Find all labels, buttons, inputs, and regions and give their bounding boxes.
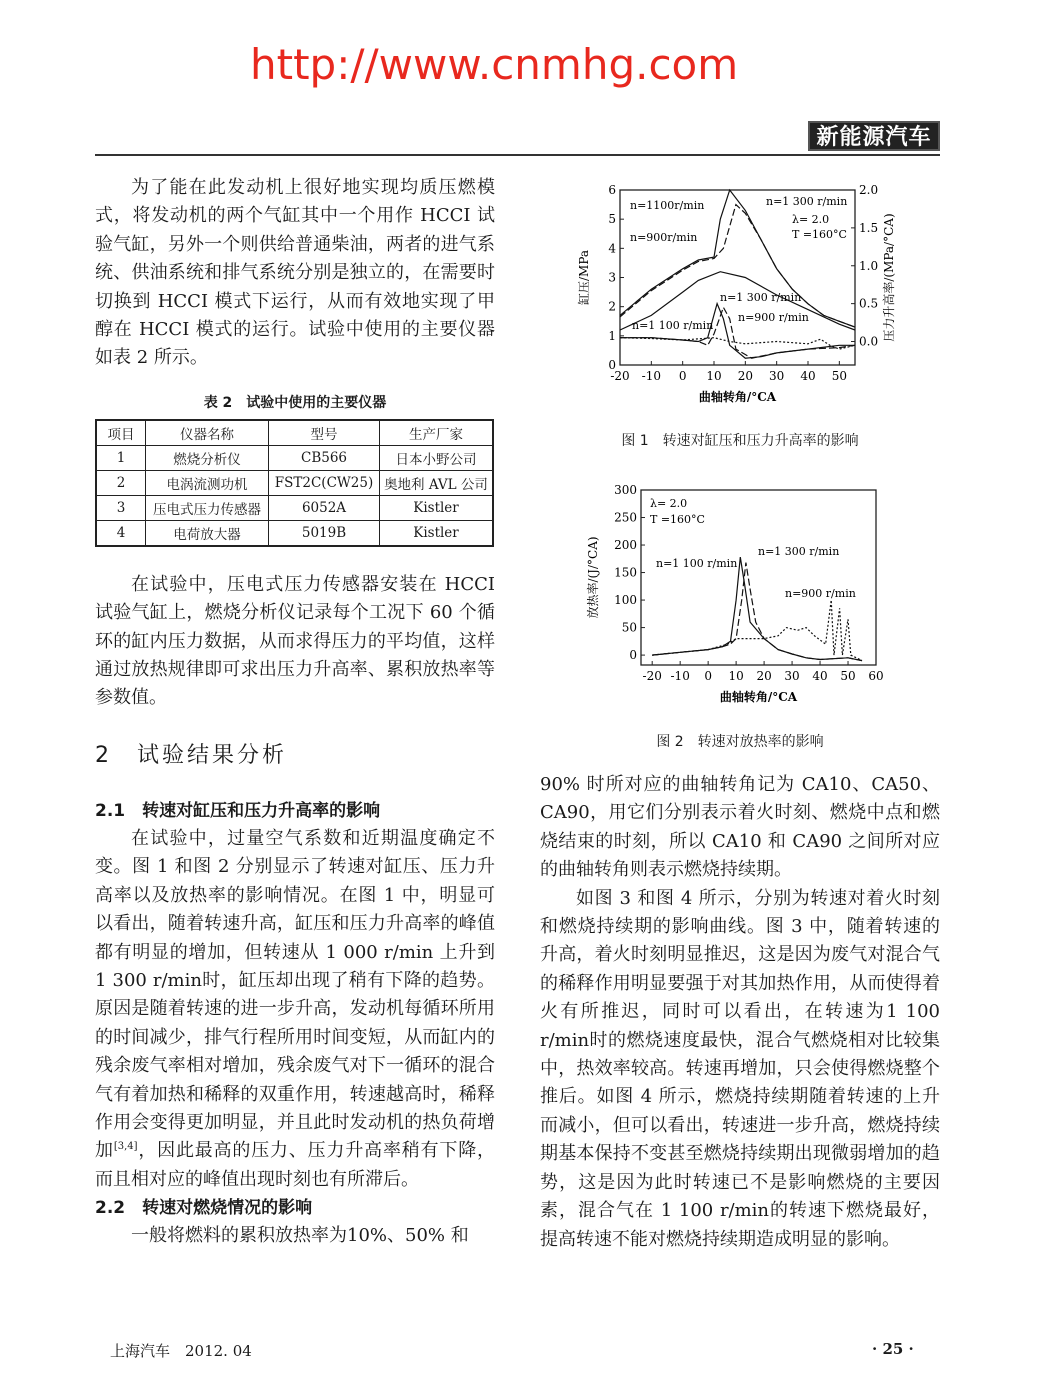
- y-tick-label: 0: [629, 648, 637, 663]
- y-tick-label: 100: [614, 593, 637, 608]
- header-cell: 型号: [269, 420, 380, 446]
- paragraph-speed-effect: [95, 825, 495, 1194]
- table-cell: 4: [96, 520, 146, 546]
- chart-annotation: λ= 2.0: [650, 497, 688, 510]
- table-cell: 日本小野公司: [380, 445, 494, 470]
- paragraph-ignition-duration: 如图 3 和图 4 所示，分别为转速对着火时刻和燃烧持续期的影响曲线。图 3 中，随着转速的升高，着火时刻明显推迟，这是因为废气对混合气的稀释作用明显要强于对其加热作用，从而使得着火有所推迟，同时可以看出，在转速为1 100 r/min时的燃烧速度最快，混合气燃烧相对比较集中，热效率较高。转速再增加，只会使得燃烧整个推后。如图 4 所示，燃烧持续期随着转速的上升而减小，但可以看出，转速进一步升高，燃烧持续期基本保持不变甚至燃烧持续期出现微弱增加的趋势，这是因为此时转速已不是影响燃烧的主要因素，混合气在 1 100 r/min的转速下燃烧最好，提高转速不能对燃烧持续期造成明显的影响。: [540, 887, 940, 1250]
- x-tick-label: 10: [706, 369, 722, 383]
- series-line-1: [652, 563, 862, 661]
- y-tick-label: 6: [608, 183, 616, 197]
- chart-annotation: n=1 300 r/min: [758, 545, 840, 558]
- page-number: · 25 ·: [872, 1340, 914, 1358]
- table-row: [96, 445, 493, 470]
- figure-2-chart: [580, 475, 900, 715]
- section-heading-2: 2 试验结果分析: [95, 742, 287, 768]
- section-heading-2-2: 2.2 转速对燃烧情况的影响: [95, 1198, 313, 1219]
- y-axis-label: 缸压/MPa: [577, 249, 591, 306]
- journal-section-logo: 新能源汽车: [808, 121, 940, 151]
- paragraph-text: ，因此最高的压力、压力升高率稍有下降，而且相对应的峰值出现时刻也有所滞后。: [95, 1140, 496, 1190]
- table-row: [96, 495, 493, 520]
- y-tick-label: 5: [608, 212, 616, 227]
- x-tick-label: -20: [610, 369, 630, 383]
- paragraph-combustion: 一般将燃料的累积放热率为10%、50% 和: [131, 1225, 469, 1247]
- paragraph-ca-definition: 90% 时所对应的曲轴转角记为 CA10、CA50、CA90，用它们分别表示着火时刻、燃烧中点和燃烧结束的时刻，所以 CA10 和 CA90 之间所对应的曲轴转角则表示燃烧持续期。: [540, 774, 940, 881]
- y-tick-label: 200: [614, 538, 637, 553]
- y2-tick-label: 0.5: [859, 296, 879, 311]
- citation: [3,4]: [113, 1141, 138, 1153]
- x-tick-label: 30: [784, 669, 800, 683]
- y2-tick-label: 1.5: [859, 220, 879, 235]
- x-axis-label: 曲轴转角/°CA: [698, 390, 777, 404]
- y-tick-label: 4: [608, 241, 616, 256]
- instrument-table: [95, 419, 494, 547]
- x-tick-label: -10: [641, 369, 661, 383]
- x-tick-label: 0: [704, 669, 712, 683]
- table-cell: 奥地利 AVL 公司: [380, 470, 494, 495]
- x-tick-label: 20: [756, 669, 772, 683]
- paragraph-intro: 为了能在此发动机上很好地实现均质压燃模式，将发动机的两个气缸其中一个用作 HCCI 试验气缸，另外一个则供给普通柴油，两者的进气系统、供油系统和排气系统分别是独立的，在需要时切换到 HCCI 模式下运行，从而有效地实现了甲醇在 HCCI 模式的运行。试验中使用的主要仪器如表 2 所示。: [95, 177, 495, 369]
- y-tick-label: 250: [614, 510, 637, 525]
- x-tick-label: 10: [728, 669, 744, 683]
- table-caption: 表 2 试验中使用的主要仪器: [203, 394, 387, 411]
- x-tick-label: 20: [737, 369, 753, 383]
- header-rule: [95, 154, 940, 156]
- y-tick-label: 300: [614, 483, 637, 497]
- watermark: http://www.cnmhg.com: [250, 40, 739, 89]
- chart-annotation: λ= 2.0: [792, 213, 830, 226]
- table-cell: 6052A: [269, 495, 380, 520]
- header-cell: 生产厂家: [380, 420, 494, 446]
- table-cell: 5019B: [269, 520, 380, 546]
- paragraph-text: 在试验中，过量空气系数和近期温度确定不变。图 1 和图 2 分别显示了转速对缸压、压力升高率以及放热率的影响情况。在图 1 中，明显可以看出，随着转速升高，缸压和压力升高率的峰值都有明显的增加，但转速从 1 000 r/min 上升到 1 300 r/min时，缸压却出现了稍有下降的趋势。原因是随着转速的进一步升高，发动机每循环所用的时间减少，排气行程所用时间变短，从而缸内的残余废气率相对增加，残余废气对下一循环的混合气有着加热和稀释的双重作用，转速越高时，稀释作用会变得更加明显，并且此时发动机的热负荷增加: [95, 827, 495, 1162]
- y-tick-label: 0: [608, 358, 616, 372]
- x-tick-label: 40: [800, 369, 816, 383]
- chart-annotation: n=1 300 r/min: [766, 195, 848, 208]
- table-cell: CB566: [269, 445, 380, 470]
- x-tick-label: 0: [678, 369, 687, 383]
- y2-tick-label: 2.0: [859, 183, 879, 197]
- table-cell: Kistler: [380, 495, 494, 520]
- chart-annotation: n=1 300 r/min: [720, 291, 802, 304]
- x-tick-label: 60: [868, 669, 884, 683]
- y-tick-label: 3: [608, 270, 616, 285]
- table-cell: FST2C(CW25): [269, 470, 380, 495]
- y-axis-label: 放热率/(J/°CA): [586, 536, 600, 619]
- figure-1-chart: [570, 175, 910, 415]
- chart-annotation: n=900 r/min: [738, 311, 809, 324]
- x-axis-label: 曲轴转角/°CA: [719, 690, 798, 704]
- x-tick-label: -10: [670, 669, 690, 683]
- chart-annotation: T =160°C: [792, 228, 847, 241]
- y-tick-label: 2: [608, 299, 616, 314]
- chart-annotation: n=900 r/min: [785, 587, 856, 600]
- right-column: [540, 771, 940, 1254]
- chart-annotation: n=900r/min: [630, 231, 698, 244]
- table-row: [96, 520, 493, 546]
- y2-tick-label: 1.0: [859, 258, 879, 273]
- y-tick-label: 150: [614, 565, 637, 580]
- table-cell: 燃烧分析仪: [146, 445, 269, 470]
- y2-tick-label: 0.0: [859, 334, 879, 349]
- paragraph-method: 在试验中，压电式压力传感器安装在 HCCI 试验气缸上，燃烧分析仪记录每个工况下 60 个循环的缸内压力数据，从而求得压力的平均值，这样通过放热规律即可求出压力升高率、累积放热率等参数值。: [95, 573, 495, 709]
- chart-annotation: n=1100r/min: [630, 199, 705, 212]
- table-cell: 压电式压力传感器: [146, 495, 269, 520]
- table-cell: 3: [96, 495, 146, 520]
- table-row: [96, 470, 493, 495]
- table-cell: 1: [96, 445, 146, 470]
- chart-annotation: T =160°C: [650, 513, 705, 526]
- footer-journal: 上海汽车 2012. 04: [110, 1342, 252, 1360]
- y-tick-label: 1: [608, 328, 616, 343]
- y2-axis-label: 压力升高率/(MPa/°CA): [882, 213, 896, 342]
- y-tick-label: 50: [621, 620, 637, 635]
- header-cell: 仪器名称: [146, 420, 269, 446]
- table-cell: 电涡流测功机: [146, 470, 269, 495]
- x-tick-label: 50: [831, 369, 847, 383]
- header-cell: 项目: [96, 420, 146, 446]
- table-cell: 2: [96, 470, 146, 495]
- chart-annotation: n=1 100 r/min: [632, 319, 714, 332]
- x-tick-label: 50: [840, 669, 856, 683]
- left-column: [95, 174, 495, 1251]
- x-tick-label: 30: [769, 369, 785, 383]
- x-tick-label: 40: [812, 669, 828, 683]
- table-header-row: [96, 420, 493, 446]
- table-cell: Kistler: [380, 520, 494, 546]
- section-heading-2-1: 2.1 转速对缸压和压力升高率的影响: [95, 800, 381, 821]
- table-cell: 电荷放大器: [146, 520, 269, 546]
- chart-annotation: n=1 100 r/min: [656, 557, 738, 570]
- series-line-0: [652, 557, 862, 661]
- figure-2-caption: 图 2 转速对放热率的影响: [656, 734, 824, 750]
- x-tick-label: -20: [642, 669, 662, 683]
- figure-1-caption: 图 1 转速对缸压和压力升高率的影响: [621, 433, 859, 449]
